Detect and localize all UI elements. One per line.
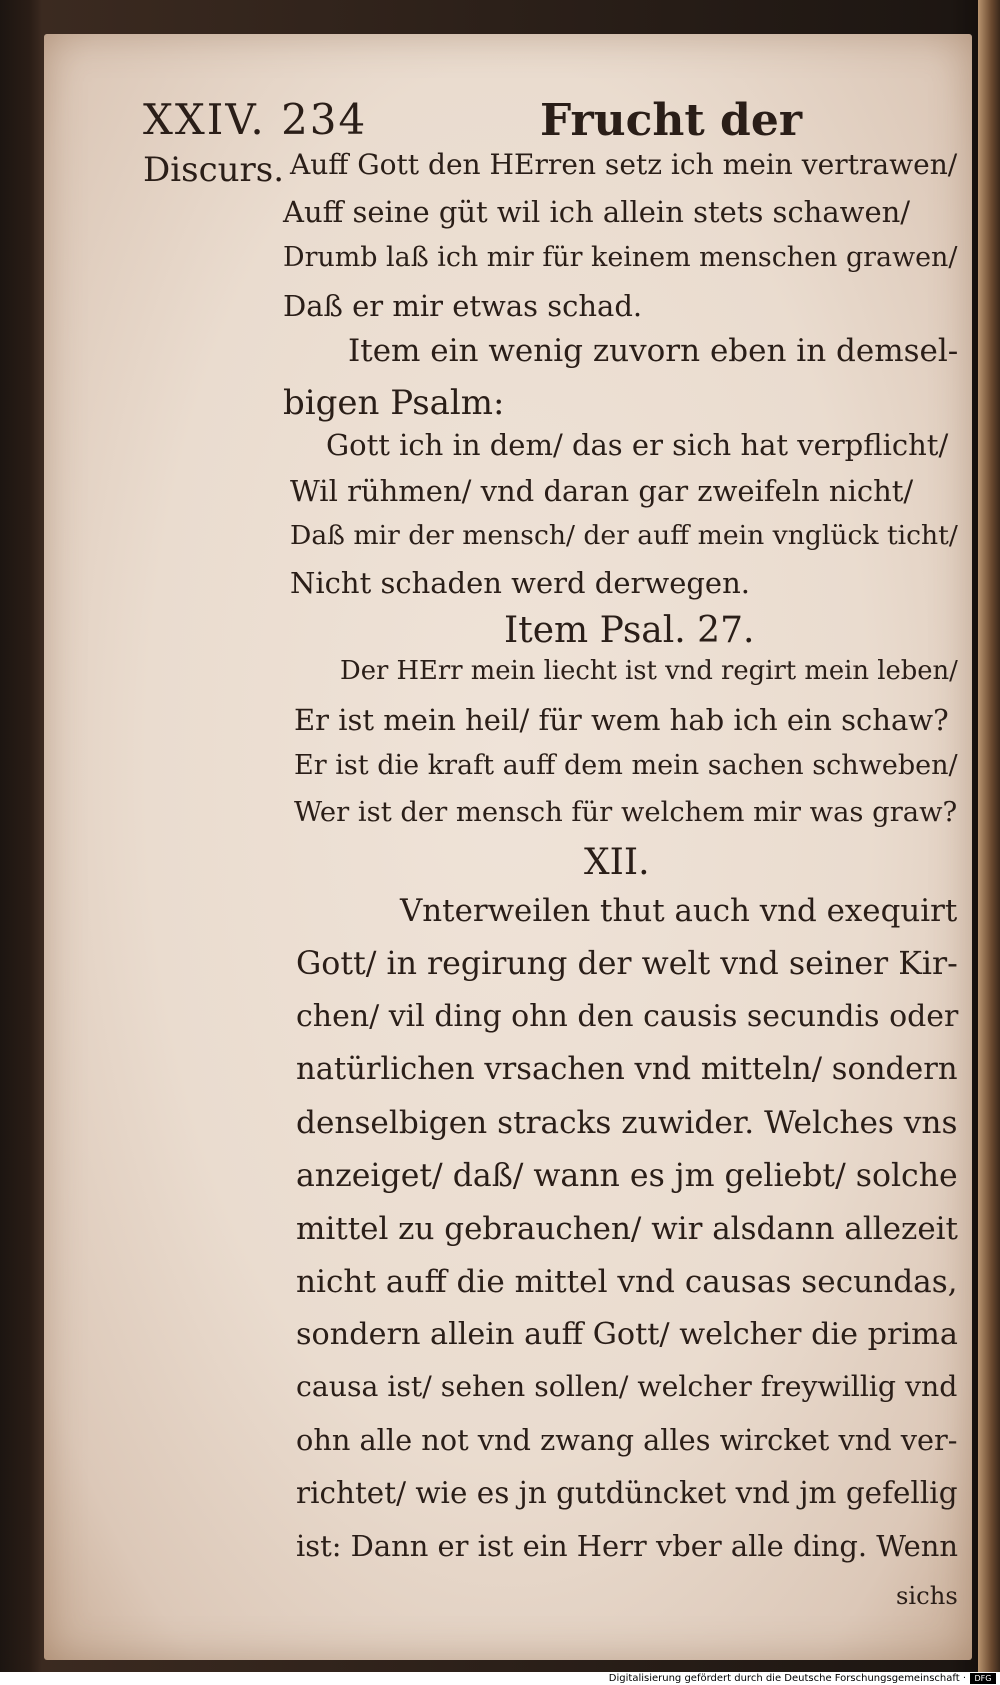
section-number: XII. <box>584 842 650 883</box>
text-line: richtet/ wie es jn gutdüncket vnd jm gefellig <box>296 1476 958 1510</box>
text-line: nicht auff die mittel vnd causas secundas, <box>296 1264 958 1300</box>
text-line: ist: Dann er ist ein Herr vber alle ding. Wenn <box>296 1529 959 1563</box>
page-number-header: XXIV. 234 <box>143 95 368 144</box>
text-line: denselbigen stracks zuwider. Welches vns <box>296 1105 958 1141</box>
text-line: natürlichen vrsachen vnd mitteln/ sondern <box>296 1052 958 1087</box>
book-page <box>44 34 972 1660</box>
text-line: Daß er mir etwas schad. <box>283 289 643 323</box>
text-line: Auff seine güt wil ich allein stets schawen/ <box>283 195 911 229</box>
running-title: Frucht der <box>540 95 803 146</box>
text-line: Nicht schaden werd derwegen. <box>290 566 750 600</box>
text-line: anzeiget/ daß/ wann es jm geliebt/ solche <box>296 1158 958 1194</box>
text-line: Gott/ in regirung der welt vnd seiner Kir- <box>296 946 958 982</box>
footer-credit-text: Digitalisierung gefördert durch die Deutsche Forschungsgemeinschaft · <box>608 1673 966 1684</box>
text-line: Der HErr mein liecht ist vnd regirt mein leben/ <box>340 656 958 686</box>
text-line: Drumb laß ich mir für keinem menschen grawen/ <box>283 242 958 273</box>
text-line: chen/ vil ding ohn den causis secundis oder <box>296 999 959 1034</box>
text-line: Auff Gott den HErren setz ich mein vertrawen/ <box>290 148 958 181</box>
margin-note: Discurs. <box>143 150 285 190</box>
text-line: Wil rühmen/ vnd daran gar zweifeln nicht/ <box>290 474 914 508</box>
text-line: ohn alle not vnd zwang alles wircket vnd ver- <box>296 1423 958 1457</box>
text-line: Er ist die kraft auff dem mein sachen schweben/ <box>294 750 958 781</box>
text-line: mittel zu gebrauchen/ wir alsdann allezeit <box>296 1211 958 1247</box>
text-line: causa ist/ sehen sollen/ welcher freywillig vnd <box>296 1370 958 1403</box>
text-line: Er ist mein heil/ für wem hab ich ein schaw? <box>294 703 949 737</box>
text-line: Item ein wenig zuvorn eben in demsel- <box>348 333 959 369</box>
text-line: sondern allein auff Gott/ welcher die prima <box>296 1317 958 1352</box>
text-line: Wer ist der mensch für welchem mir was graw? <box>294 797 958 828</box>
footer-credit-bar <box>0 1672 1000 1685</box>
text-line: bigen Psalm: <box>283 383 505 423</box>
section-heading: Item Psal. 27. <box>504 610 755 651</box>
book-edge <box>978 0 1000 1672</box>
text-line: Vnterweilen thut auch vnd exequirt <box>400 893 958 929</box>
text-line: Gott ich in dem/ das er sich hat verpflicht/ <box>326 428 949 462</box>
text-line: Daß mir der mensch/ der auff mein vnglück ticht/ <box>290 520 958 551</box>
dfg-logo: DFG <box>970 1673 996 1684</box>
catchword: sichs <box>896 1582 958 1610</box>
